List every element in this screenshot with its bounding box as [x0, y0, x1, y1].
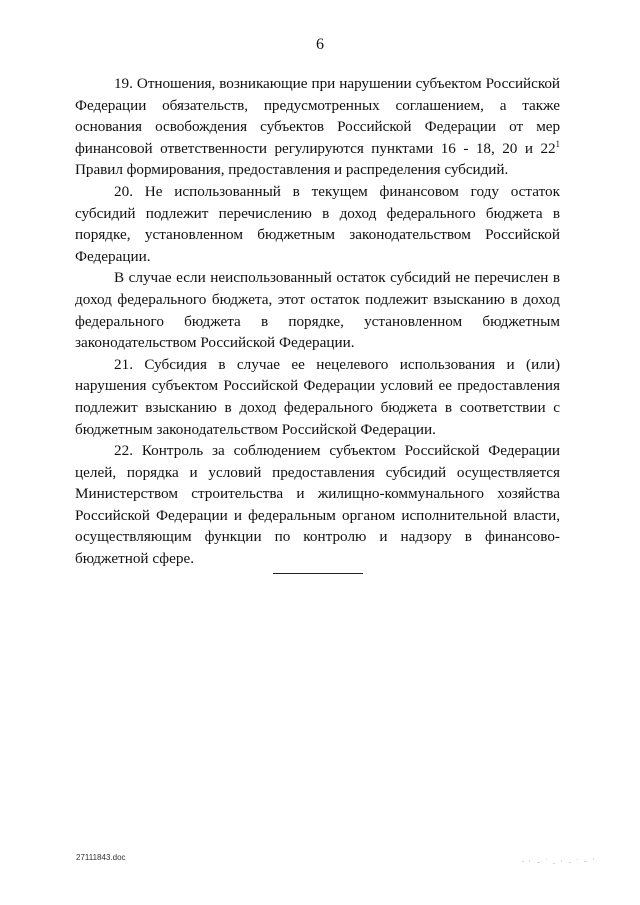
- paragraph-20-continuation: В случае если неиспользованный остаток субсидий не перечислен в доход федерального бюджета, этот остаток подлежит взысканию в доход федерального бюджета в порядке, установленном бюджетным законодательством Российской Федерации.: [75, 269, 560, 352]
- end-separator-line: [273, 573, 363, 574]
- paragraph-20: 20. Не использованный в текущем финансовом году остаток субсидий подлежит перечислению в доход федерального бюджета в порядке, установленном бюджетным законодательством Российской Федерации.: [75, 182, 560, 265]
- paragraph-19-text: 19. Отношения, возникающие при нарушении субъектом Российской Федерации обязательств, предусмотренных соглашением, а также основания освобождения субъектов Российской Федерации от мер финансовой ответственности регулируются пунктами 16 - 18, 20 и 22: [75, 75, 560, 157]
- paragraph-21: 21. Субсидия в случае ее нецелевого использования и (или) нарушения субъектом Российской Федерации условий ее предоставления подлежит взысканию в доход федерального бюджета в соответствии с бюджетным законодательством Российской Федерации.: [75, 355, 560, 438]
- document-body: [75, 73, 560, 570]
- paragraph-19: [75, 73, 560, 181]
- scan-noise-marks: [520, 856, 600, 868]
- footnote-superscript: 1: [555, 138, 560, 149]
- paragraph-19-tail: Правил формирования, предоставления и распределения субсидий.: [75, 161, 509, 179]
- paragraph-22: 22. Контроль за соблюдением субъектом Российской Федерации целей, порядка и условий предоставления субсидий осуществляется Министерством строительства и жилищно-коммунального хозяйства Российской Федерации и федеральным органом исполнительной власти, осуществляющим функции по контролю и надзору в финансово-бюджетной сфере.: [75, 442, 560, 568]
- page-number: 6: [316, 36, 324, 53]
- document-id: 27111843.doc: [76, 853, 126, 862]
